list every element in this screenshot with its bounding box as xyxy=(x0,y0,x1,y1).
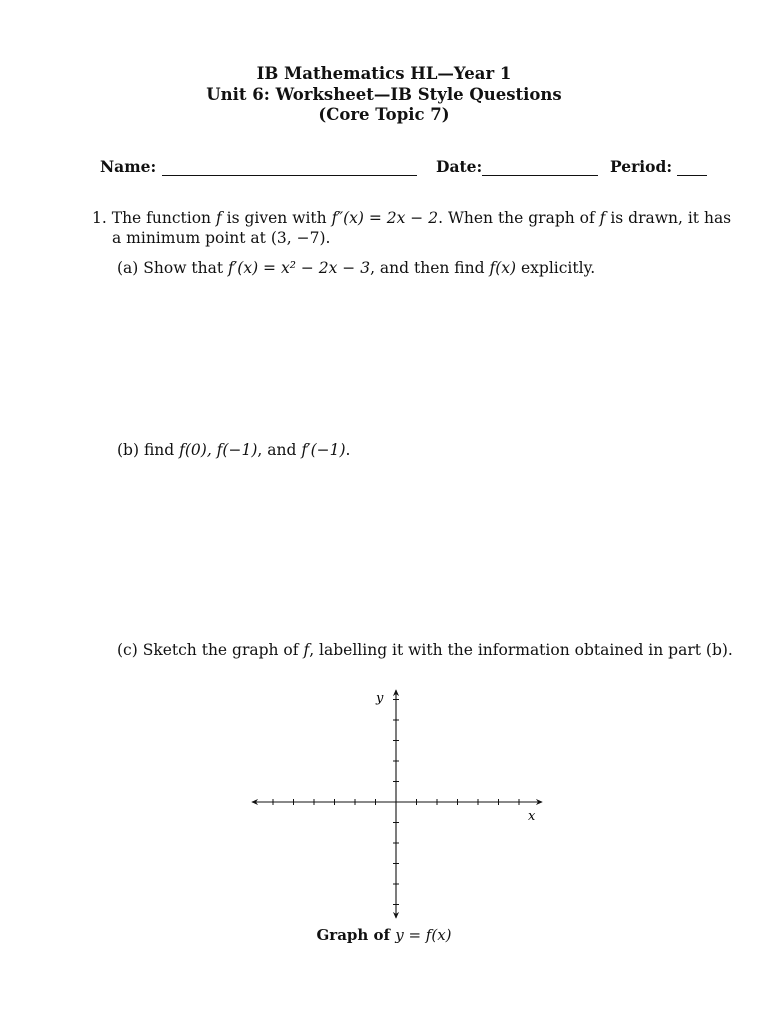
q1-text: . When the graph of xyxy=(438,209,600,227)
part-c-text: , labelling it with the information obtained in part (b). xyxy=(309,641,733,659)
q1-math: f xyxy=(215,209,222,227)
q1-text: a minimum point at xyxy=(112,229,271,247)
worksheet-subtitle: Unit 6: Worksheet—IB Style Questions xyxy=(206,85,562,104)
coordinate-axes[interactable] xyxy=(240,680,560,925)
question-1-line-1 xyxy=(92,209,731,227)
q1-math: (3, −7) xyxy=(270,229,326,247)
part-c xyxy=(117,641,733,659)
part-a-label: (a) xyxy=(117,259,139,277)
part-a-text: explicitly. xyxy=(516,259,596,277)
part-b-math: f(0), f(−1) xyxy=(179,441,258,459)
part-b-text: . xyxy=(345,441,351,459)
period-field[interactable] xyxy=(610,157,707,176)
date-blank[interactable] xyxy=(482,161,598,176)
part-b-math: f′(−1) xyxy=(301,441,346,459)
graph-caption xyxy=(0,926,768,944)
date-field[interactable] xyxy=(436,157,598,176)
caption-math: y = f(x) xyxy=(395,926,452,944)
part-c-math: f xyxy=(303,641,310,659)
worksheet-title: IB Mathematics HL—Year 1 xyxy=(256,64,512,83)
date-label: Date: xyxy=(436,157,483,176)
part-b-label: (b) xyxy=(117,441,140,459)
part-c-label: (c) xyxy=(117,641,138,659)
name-field[interactable] xyxy=(100,157,417,176)
period-label: Period: xyxy=(610,157,673,176)
q1-math: f″(x) = 2x − 2 xyxy=(331,209,439,227)
period-blank[interactable] xyxy=(677,161,707,176)
worksheet-topic: (Core Topic 7) xyxy=(318,105,450,124)
part-c-text: Sketch the graph of xyxy=(142,641,304,659)
q1-text: The function xyxy=(111,209,216,227)
question-1-line-2 xyxy=(112,229,330,247)
part-b-text: , and xyxy=(257,441,302,459)
part-a-math: f′(x) = x² − 2x − 3 xyxy=(228,259,371,277)
caption-bold: Graph of xyxy=(316,926,396,944)
part-a-math: f(x) xyxy=(489,259,517,277)
y-axis-label: y xyxy=(376,691,384,706)
part-a xyxy=(117,259,595,277)
q1-text: . xyxy=(325,229,331,247)
q1-text: is given with xyxy=(221,209,332,227)
question-number: 1. xyxy=(92,209,107,227)
part-b-text: find xyxy=(143,441,180,459)
part-a-text: Show that xyxy=(143,259,229,277)
q1-text: is drawn, it has xyxy=(605,209,732,227)
part-b xyxy=(117,441,350,459)
part-a-text: , and then find xyxy=(370,259,490,277)
x-axis-label: x xyxy=(528,809,536,824)
name-label: Name: xyxy=(100,157,157,176)
q1-math: f xyxy=(599,209,606,227)
name-blank[interactable] xyxy=(162,161,417,176)
